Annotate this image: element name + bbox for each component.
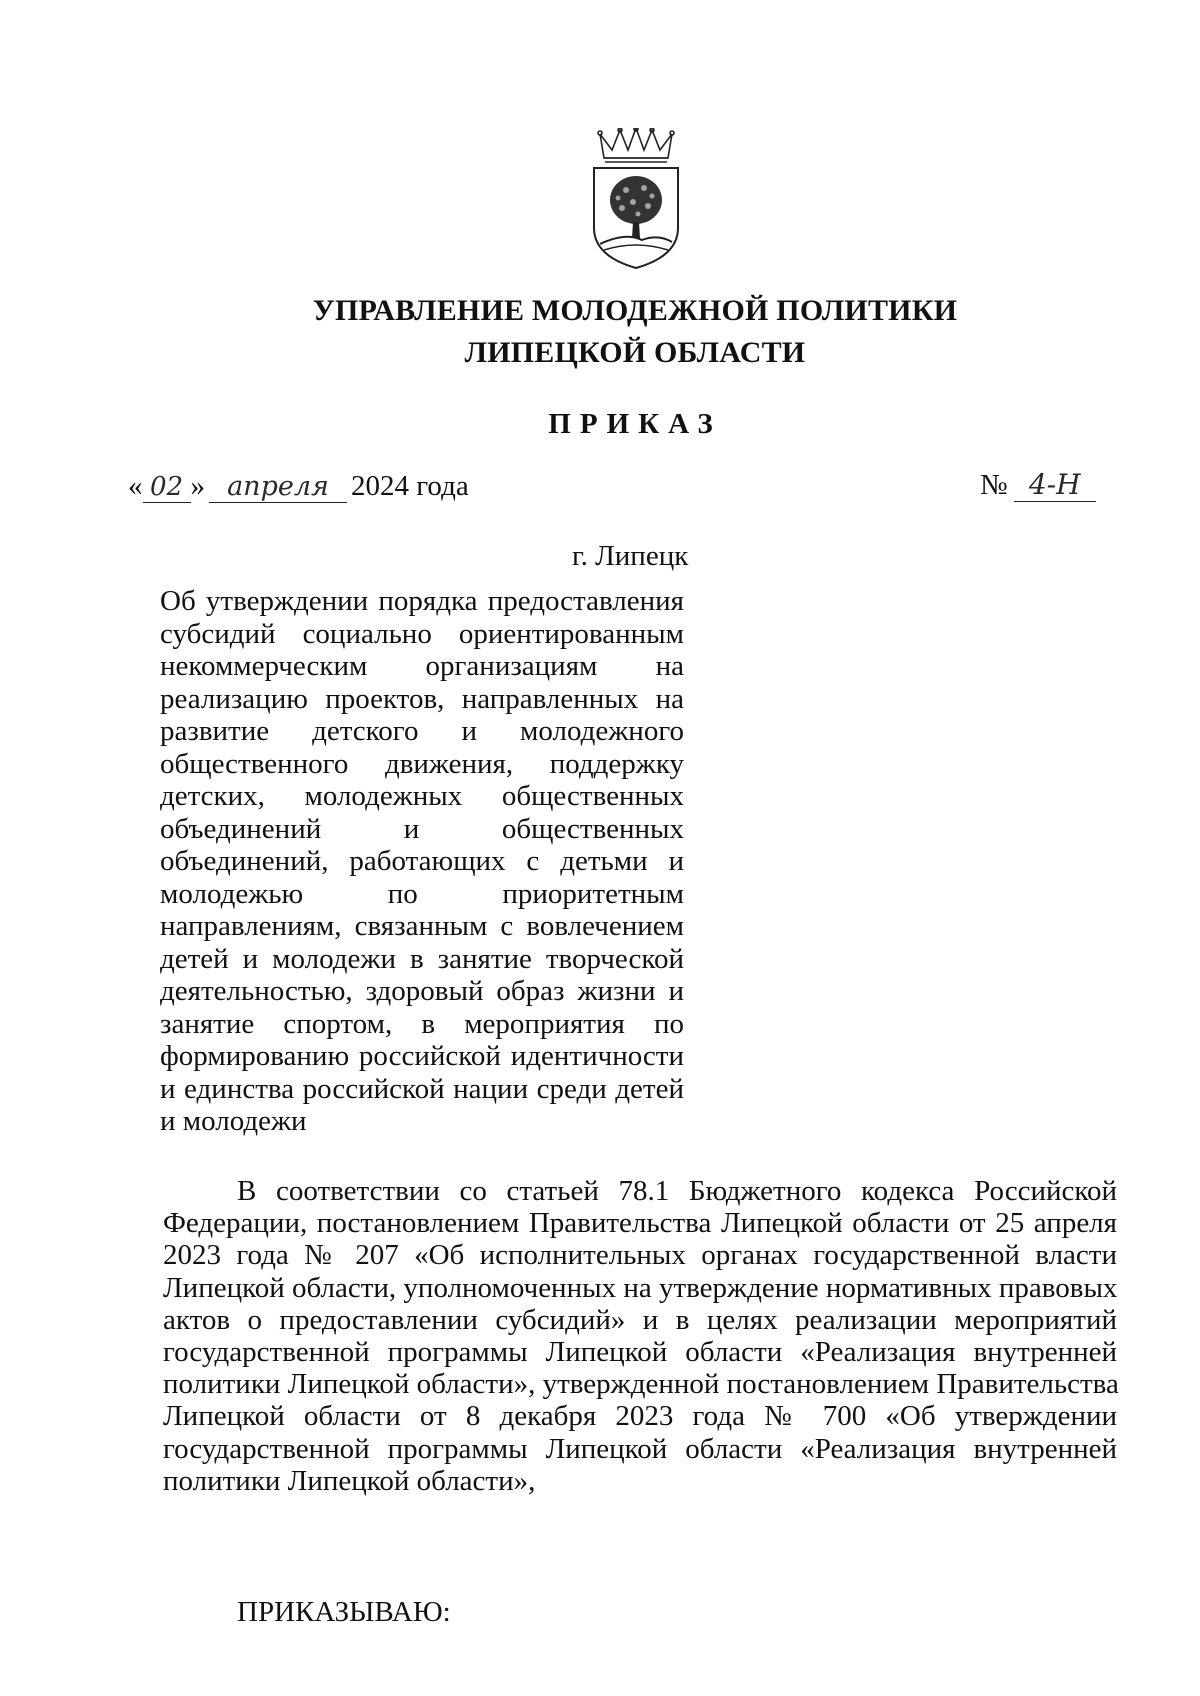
document-type: ПРИКАЗ <box>548 408 722 440</box>
title-line: детей и молодежи в занятие творческой <box>160 942 684 975</box>
body-line: актов о предоставлении субсидий» и в целях реализации мероприятий <box>163 1303 1117 1336</box>
title-line: Об утверждении порядка предоставления <box>160 585 684 617</box>
title-line: молодежью по приоритетным <box>160 877 684 910</box>
document-city: г. Липецк <box>572 540 689 572</box>
body-line: политики Липецкой области», утвержденной постановлением Правительства <box>163 1368 1119 1401</box>
body-line: Липецкой области от 8 декабря 2023 года № 700 «Об утверждении <box>163 1400 1117 1433</box>
title-line: формированию российской идентичности <box>160 1040 684 1072</box>
date-open-quote: « <box>128 470 143 502</box>
date-year: 2024 года <box>351 470 469 502</box>
number-prefix: № <box>980 469 1008 501</box>
body-line: 2023 года № 207 «Об исполнительных органах государственной власти <box>163 1239 1117 1272</box>
title-line: деятельностью, здоровый образ жизни и <box>160 975 684 1007</box>
body-line: Липецкой области, уполномоченных на утверждение нормативных правовых <box>163 1271 1118 1304</box>
date-month-handwritten: апреля <box>209 471 347 503</box>
title-line: реализацию проектов, направленных на <box>160 682 684 715</box>
title-line: и молодежи <box>160 1105 307 1137</box>
title-line: и единства российской нации среди детей <box>160 1072 684 1105</box>
date-day-handwritten: 02 <box>143 472 191 503</box>
body-line: государственной программы Липецкой области «Реализация внутренней <box>163 1336 1117 1369</box>
body-line: политики Липецкой области», <box>163 1464 536 1497</box>
date-close-quote: » <box>190 470 205 502</box>
body-line: Федерации, постановлением Правительства Липецкой области от 25 апреля <box>163 1207 1117 1240</box>
title-line: объединений, работающих с детьми и <box>160 845 684 877</box>
title-line: занятие спортом, в мероприятия по <box>160 1007 684 1040</box>
order-directive: ПРИКАЗЫВАЮ: <box>237 1596 451 1628</box>
order-title <box>160 585 684 1138</box>
title-line: детских, молодежных общественных <box>160 780 684 812</box>
organization-name-line1: УПРАВЛЕНИЕ МОЛОДЕЖНОЙ ПОЛИТИКИ <box>312 294 958 327</box>
number-value-handwritten: 4-Н <box>1014 468 1096 502</box>
title-line: общественного движения, поддержку <box>160 747 684 780</box>
title-line: направлениям, связанным с вовлечением <box>160 910 684 942</box>
organization-name-line2: ЛИПЕЦКОЙ ОБЛАСТИ <box>464 336 806 369</box>
preamble-paragraph <box>163 1175 1117 1497</box>
coat-of-arms-emblem <box>586 128 686 270</box>
body-line: В соответствии со статьей 78.1 Бюджетного кодекса Российской <box>237 1175 1117 1207</box>
title-line: объединений и общественных <box>160 812 684 845</box>
body-line: государственной программы Липецкой области «Реализация внутренней <box>163 1432 1117 1465</box>
title-line: развитие детского и молодежного <box>160 715 684 747</box>
document-number <box>980 468 1096 502</box>
title-line: субсидий социально ориентированным <box>160 617 684 650</box>
title-line: некоммерческим организациям на <box>160 650 684 682</box>
document-date <box>128 470 469 503</box>
